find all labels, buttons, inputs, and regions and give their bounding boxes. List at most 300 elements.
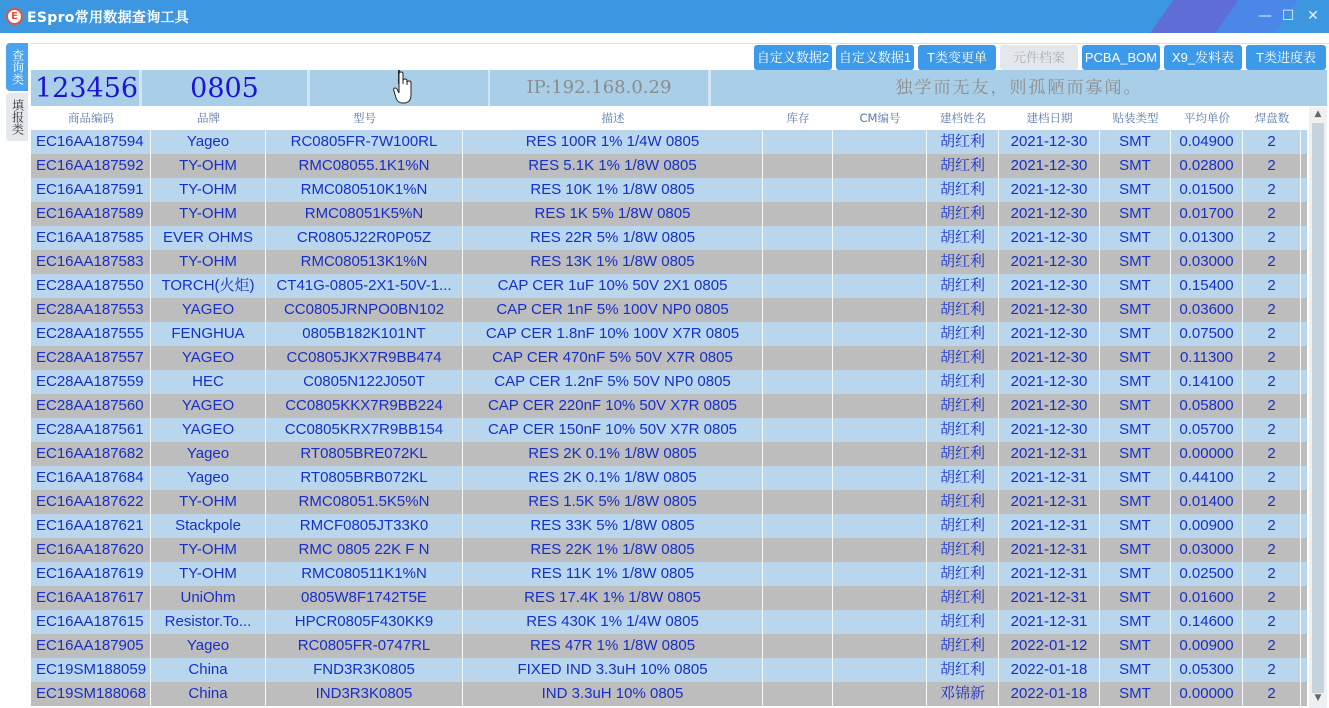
- scroll-up-icon[interactable]: ▲: [1314, 109, 1322, 119]
- cell-model[interactable]: RT0805BRE072KL: [266, 442, 463, 466]
- cell-create-date[interactable]: 2021-12-30: [999, 322, 1100, 346]
- cell-brand[interactable]: TY-OHM: [151, 538, 266, 562]
- cell-model[interactable]: RT0805BRB072KL: [266, 466, 463, 490]
- cell-cm-number[interactable]: [833, 658, 927, 682]
- cell-brand[interactable]: TORCH(火炬): [151, 274, 266, 298]
- cell-description[interactable]: RES 33K 5% 1/8W 0805: [463, 514, 763, 538]
- cell-pad-count[interactable]: 2: [1243, 538, 1301, 562]
- cell-stock[interactable]: [763, 274, 833, 298]
- cell-create-date[interactable]: 2021-12-31: [999, 490, 1100, 514]
- cell-avg-price[interactable]: 0.03600: [1171, 298, 1243, 322]
- cell-avg-price[interactable]: 0.05700: [1171, 418, 1243, 442]
- cell-model[interactable]: CC0805KRX7R9BB154: [266, 418, 463, 442]
- cell-mount-type[interactable]: SMT: [1100, 562, 1171, 586]
- cell-description[interactable]: CAP CER 1.8nF 10% 100V X7R 0805: [463, 322, 763, 346]
- cell-mount-type[interactable]: SMT: [1100, 250, 1171, 274]
- cell-creator[interactable]: 胡红利: [927, 130, 999, 154]
- cell-model[interactable]: CT41G-0805-2X1-50V-1...: [266, 274, 463, 298]
- column-header-model[interactable]: 型号: [353, 111, 376, 125]
- cell-stock[interactable]: [763, 466, 833, 490]
- cell-pad-count[interactable]: 2: [1243, 154, 1301, 178]
- cell-create-date[interactable]: 2022-01-18: [999, 682, 1100, 706]
- cell-stock[interactable]: [763, 298, 833, 322]
- cell-mount-type[interactable]: SMT: [1100, 322, 1171, 346]
- cell-mount-type[interactable]: SMT: [1100, 178, 1171, 202]
- cell-stock[interactable]: [763, 154, 833, 178]
- column-header-product-code[interactable]: 商品编码: [68, 111, 114, 125]
- cell-mount-type[interactable]: SMT: [1100, 634, 1171, 658]
- column-header-avg-price[interactable]: 平均单价: [1184, 111, 1230, 125]
- cell-pad-count[interactable]: 2: [1243, 178, 1301, 202]
- cell-cm-number[interactable]: [833, 490, 927, 514]
- cell-cm-number[interactable]: [833, 370, 927, 394]
- cell-product-code[interactable]: EC16AA187594: [31, 130, 151, 154]
- cell-product-code[interactable]: EC28AA187560: [31, 394, 151, 418]
- cell-stock[interactable]: [763, 370, 833, 394]
- tab-query[interactable]: [6, 43, 28, 91]
- cell-model[interactable]: 0805B182K101NT: [266, 322, 463, 346]
- cell-creator[interactable]: 胡红利: [927, 610, 999, 634]
- cell-cm-number[interactable]: [833, 154, 927, 178]
- cell-product-code[interactable]: EC19SM188059: [31, 658, 151, 682]
- cell-product-code[interactable]: EC16AA187621: [31, 514, 151, 538]
- cell-brand[interactable]: FENGHUA: [151, 322, 266, 346]
- table-row[interactable]: [31, 346, 1307, 370]
- column-header-description[interactable]: 描述: [601, 111, 625, 125]
- cell-cm-number[interactable]: [833, 610, 927, 634]
- cell-cm-number[interactable]: [833, 466, 927, 490]
- pcba-bom-button[interactable]: PCBA_BOM: [1082, 45, 1160, 70]
- cell-pad-count[interactable]: 2: [1243, 682, 1301, 706]
- scrollbar-thumb[interactable]: [1312, 123, 1324, 693]
- cell-product-code[interactable]: EC19SM188068: [31, 682, 151, 706]
- cell-create-date[interactable]: 2022-01-18: [999, 658, 1100, 682]
- cell-create-date[interactable]: 2021-12-30: [999, 250, 1100, 274]
- cell-product-code[interactable]: EC16AA187592: [31, 154, 151, 178]
- cell-description[interactable]: RES 22R 5% 1/8W 0805: [463, 226, 763, 250]
- cell-cm-number[interactable]: [833, 322, 927, 346]
- cell-creator[interactable]: 胡红利: [927, 298, 999, 322]
- cell-stock[interactable]: [763, 442, 833, 466]
- cell-avg-price[interactable]: 0.01500: [1171, 178, 1243, 202]
- cell-product-code[interactable]: EC16AA187684: [31, 466, 151, 490]
- cell-avg-price[interactable]: 0.00900: [1171, 514, 1243, 538]
- table-row[interactable]: [31, 250, 1307, 274]
- column-header-pad-count[interactable]: 焊盘数: [1254, 111, 1290, 125]
- cell-create-date[interactable]: 2021-12-30: [999, 178, 1100, 202]
- cell-cm-number[interactable]: [833, 538, 927, 562]
- cell-brand[interactable]: Yageo: [151, 634, 266, 658]
- cell-mount-type[interactable]: SMT: [1100, 682, 1171, 706]
- cell-description[interactable]: CAP CER 150nF 10% 50V X7R 0805: [463, 418, 763, 442]
- x9-issue-sheet-button[interactable]: X9_发料表: [1164, 45, 1242, 70]
- cell-avg-price[interactable]: 0.00000: [1171, 442, 1243, 466]
- cell-model[interactable]: RMC080513K1%N: [266, 250, 463, 274]
- cell-create-date[interactable]: 2021-12-31: [999, 610, 1100, 634]
- cell-brand[interactable]: Yageo: [151, 466, 266, 490]
- cell-brand[interactable]: YAGEO: [151, 298, 266, 322]
- table-row[interactable]: [31, 490, 1307, 514]
- cell-creator[interactable]: 胡红利: [927, 154, 999, 178]
- cell-cm-number[interactable]: [833, 130, 927, 154]
- table-row[interactable]: [31, 610, 1307, 634]
- table-row[interactable]: [31, 154, 1307, 178]
- cell-model[interactable]: RMC080511K1%N: [266, 562, 463, 586]
- cell-create-date[interactable]: 2021-12-30: [999, 202, 1100, 226]
- table-row[interactable]: [31, 466, 1307, 490]
- t-progress-button[interactable]: T类进度表: [1246, 45, 1326, 70]
- cell-description[interactable]: RES 13K 1% 1/8W 0805: [463, 250, 763, 274]
- cell-description[interactable]: IND 3.3uH 10% 0805: [463, 682, 763, 706]
- cell-creator[interactable]: 胡红利: [927, 538, 999, 562]
- cell-description[interactable]: RES 47R 1% 1/8W 0805: [463, 634, 763, 658]
- cell-mount-type[interactable]: SMT: [1100, 202, 1171, 226]
- cell-description[interactable]: RES 100R 1% 1/4W 0805: [463, 130, 763, 154]
- cell-avg-price[interactable]: 0.00000: [1171, 682, 1243, 706]
- t-change-order-button[interactable]: T类变更单: [918, 45, 996, 70]
- cell-model[interactable]: IND3R3K0805: [266, 682, 463, 706]
- cell-description[interactable]: CAP CER 220nF 10% 50V X7R 0805: [463, 394, 763, 418]
- cell-brand[interactable]: HEC: [151, 370, 266, 394]
- table-row[interactable]: [31, 298, 1307, 322]
- vertical-scrollbar[interactable]: [1309, 107, 1327, 708]
- cell-mount-type[interactable]: SMT: [1100, 274, 1171, 298]
- cell-pad-count[interactable]: 2: [1243, 370, 1301, 394]
- cell-model[interactable]: 0805W8F1742T5E: [266, 586, 463, 610]
- cell-creator[interactable]: 胡红利: [927, 226, 999, 250]
- table-row[interactable]: [31, 538, 1307, 562]
- cell-mount-type[interactable]: SMT: [1100, 418, 1171, 442]
- cell-description[interactable]: RES 22K 1% 1/8W 0805: [463, 538, 763, 562]
- cell-model[interactable]: RMC08051.5K5%N: [266, 490, 463, 514]
- cell-create-date[interactable]: 2021-12-30: [999, 346, 1100, 370]
- close-button[interactable]: ✕: [1307, 8, 1319, 24]
- cell-model[interactable]: RC0805FR-7W100RL: [266, 130, 463, 154]
- cell-avg-price[interactable]: 0.03000: [1171, 538, 1243, 562]
- cell-create-date[interactable]: 2021-12-30: [999, 298, 1100, 322]
- cell-creator[interactable]: 胡红利: [927, 562, 999, 586]
- cell-creator[interactable]: 胡红利: [927, 442, 999, 466]
- cell-pad-count[interactable]: 2: [1243, 202, 1301, 226]
- cell-create-date[interactable]: 2021-12-30: [999, 130, 1100, 154]
- cell-stock[interactable]: [763, 418, 833, 442]
- cell-creator[interactable]: 胡红利: [927, 490, 999, 514]
- table-row[interactable]: [31, 394, 1307, 418]
- minimize-button[interactable]: —: [1258, 8, 1272, 24]
- table-row[interactable]: [31, 442, 1307, 466]
- cell-stock[interactable]: [763, 130, 833, 154]
- cell-description[interactable]: CAP CER 1nF 5% 100V NP0 0805: [463, 298, 763, 322]
- cell-product-code[interactable]: EC16AA187620: [31, 538, 151, 562]
- cell-product-code[interactable]: EC28AA187559: [31, 370, 151, 394]
- cell-create-date[interactable]: 2021-12-30: [999, 418, 1100, 442]
- cell-mount-type[interactable]: SMT: [1100, 226, 1171, 250]
- cell-product-code[interactable]: EC16AA187905: [31, 634, 151, 658]
- cell-create-date[interactable]: 2021-12-31: [999, 466, 1100, 490]
- table-row[interactable]: [31, 322, 1307, 346]
- cell-pad-count[interactable]: 2: [1243, 226, 1301, 250]
- cell-brand[interactable]: China: [151, 658, 266, 682]
- cell-cm-number[interactable]: [833, 442, 927, 466]
- cell-product-code[interactable]: EC16AA187682: [31, 442, 151, 466]
- cell-create-date[interactable]: 2022-01-12: [999, 634, 1100, 658]
- column-header-stock[interactable]: 库存: [786, 111, 810, 125]
- cell-product-code[interactable]: EC16AA187622: [31, 490, 151, 514]
- cell-model[interactable]: RC0805FR-0747RL: [266, 634, 463, 658]
- cell-cm-number[interactable]: [833, 514, 927, 538]
- cell-brand[interactable]: Yageo: [151, 130, 266, 154]
- cell-product-code[interactable]: EC16AA187619: [31, 562, 151, 586]
- cell-mount-type[interactable]: SMT: [1100, 442, 1171, 466]
- cell-pad-count[interactable]: 2: [1243, 346, 1301, 370]
- cell-stock[interactable]: [763, 658, 833, 682]
- cell-brand[interactable]: YAGEO: [151, 394, 266, 418]
- cell-stock[interactable]: [763, 226, 833, 250]
- code-input-b[interactable]: 0805: [142, 70, 307, 106]
- cell-creator[interactable]: 胡红利: [927, 322, 999, 346]
- cell-cm-number[interactable]: [833, 562, 927, 586]
- cell-description[interactable]: RES 17.4K 1% 1/8W 0805: [463, 586, 763, 610]
- cell-avg-price[interactable]: 0.14100: [1171, 370, 1243, 394]
- column-header-creator[interactable]: 建档姓名: [940, 111, 986, 125]
- cell-cm-number[interactable]: [833, 226, 927, 250]
- cell-mount-type[interactable]: SMT: [1100, 346, 1171, 370]
- cell-avg-price[interactable]: 0.05300: [1171, 658, 1243, 682]
- cell-model[interactable]: RMC 0805 22K F N: [266, 538, 463, 562]
- cell-model[interactable]: C0805N122J050T: [266, 370, 463, 394]
- cell-mount-type[interactable]: SMT: [1100, 658, 1171, 682]
- cell-avg-price[interactable]: 0.44100: [1171, 466, 1243, 490]
- cell-stock[interactable]: [763, 490, 833, 514]
- cell-create-date[interactable]: 2021-12-30: [999, 274, 1100, 298]
- cell-cm-number[interactable]: [833, 394, 927, 418]
- table-row[interactable]: [31, 658, 1307, 682]
- maximize-button[interactable]: ☐: [1281, 8, 1295, 24]
- cell-description[interactable]: RES 5.1K 1% 1/8W 0805: [463, 154, 763, 178]
- table-row[interactable]: [31, 586, 1307, 610]
- cell-model[interactable]: CC0805JRNPO0BN102: [266, 298, 463, 322]
- custom-data-1-button[interactable]: 自定义数据1: [836, 45, 914, 70]
- cell-avg-price[interactable]: 0.15400: [1171, 274, 1243, 298]
- cell-stock[interactable]: [763, 610, 833, 634]
- cell-create-date[interactable]: 2021-12-30: [999, 226, 1100, 250]
- table-row[interactable]: [31, 178, 1307, 202]
- cell-brand[interactable]: Yageo: [151, 442, 266, 466]
- column-header-brand[interactable]: 品牌: [197, 111, 220, 125]
- cell-cm-number[interactable]: [833, 274, 927, 298]
- cell-pad-count[interactable]: 2: [1243, 586, 1301, 610]
- cell-model[interactable]: RMCF0805JT33K0: [266, 514, 463, 538]
- cell-stock[interactable]: [763, 634, 833, 658]
- cell-creator[interactable]: 邓锦新: [927, 682, 999, 706]
- cell-product-code[interactable]: EC16AA187583: [31, 250, 151, 274]
- cell-product-code[interactable]: EC16AA187591: [31, 178, 151, 202]
- cell-brand[interactable]: TY-OHM: [151, 154, 266, 178]
- cell-mount-type[interactable]: SMT: [1100, 154, 1171, 178]
- cell-brand[interactable]: YAGEO: [151, 418, 266, 442]
- column-header-cm-number[interactable]: CM编号: [859, 111, 901, 125]
- cell-model[interactable]: CC0805JKX7R9BB474: [266, 346, 463, 370]
- cell-creator[interactable]: 胡红利: [927, 274, 999, 298]
- cell-mount-type[interactable]: SMT: [1100, 298, 1171, 322]
- cell-product-code[interactable]: EC28AA187555: [31, 322, 151, 346]
- table-row[interactable]: [31, 514, 1307, 538]
- cell-cm-number[interactable]: [833, 418, 927, 442]
- cell-avg-price[interactable]: 0.03000: [1171, 250, 1243, 274]
- cell-brand[interactable]: TY-OHM: [151, 490, 266, 514]
- cell-mount-type[interactable]: SMT: [1100, 538, 1171, 562]
- cell-description[interactable]: RES 430K 1% 1/4W 0805: [463, 610, 763, 634]
- cell-avg-price[interactable]: 0.01400: [1171, 490, 1243, 514]
- cell-avg-price[interactable]: 0.04900: [1171, 130, 1243, 154]
- cell-avg-price[interactable]: 0.01600: [1171, 586, 1243, 610]
- cell-pad-count[interactable]: 2: [1243, 130, 1301, 154]
- cell-creator[interactable]: 胡红利: [927, 418, 999, 442]
- cell-cm-number[interactable]: [833, 250, 927, 274]
- cell-avg-price[interactable]: 0.11300: [1171, 346, 1243, 370]
- cell-description[interactable]: RES 10K 1% 1/8W 0805: [463, 178, 763, 202]
- cell-model[interactable]: RMC080510K1%N: [266, 178, 463, 202]
- cell-mount-type[interactable]: SMT: [1100, 394, 1171, 418]
- cell-create-date[interactable]: 2021-12-31: [999, 442, 1100, 466]
- cell-avg-price[interactable]: 0.14600: [1171, 610, 1243, 634]
- cell-brand[interactable]: TY-OHM: [151, 178, 266, 202]
- cell-brand[interactable]: TY-OHM: [151, 202, 266, 226]
- cell-mount-type[interactable]: SMT: [1100, 466, 1171, 490]
- cell-mount-type[interactable]: SMT: [1100, 514, 1171, 538]
- cell-product-code[interactable]: EC28AA187561: [31, 418, 151, 442]
- cell-brand[interactable]: TY-OHM: [151, 250, 266, 274]
- cell-pad-count[interactable]: 2: [1243, 418, 1301, 442]
- scroll-down-icon[interactable]: ▼: [1314, 693, 1322, 703]
- cell-pad-count[interactable]: 2: [1243, 442, 1301, 466]
- cell-cm-number[interactable]: [833, 682, 927, 706]
- table-row[interactable]: [31, 370, 1307, 394]
- cell-pad-count[interactable]: 2: [1243, 250, 1301, 274]
- cell-pad-count[interactable]: 2: [1243, 322, 1301, 346]
- table-row[interactable]: [31, 226, 1307, 250]
- cell-cm-number[interactable]: [833, 346, 927, 370]
- component-archive-button[interactable]: 元件档案: [1000, 45, 1078, 70]
- cell-creator[interactable]: 胡红利: [927, 178, 999, 202]
- cell-description[interactable]: RES 1K 5% 1/8W 0805: [463, 202, 763, 226]
- cell-brand[interactable]: TY-OHM: [151, 562, 266, 586]
- cell-create-date[interactable]: 2021-12-30: [999, 394, 1100, 418]
- cell-create-date[interactable]: 2021-12-31: [999, 586, 1100, 610]
- cell-create-date[interactable]: 2021-12-31: [999, 562, 1100, 586]
- cell-product-code[interactable]: EC16AA187617: [31, 586, 151, 610]
- cell-description[interactable]: RES 2K 0.1% 1/8W 0805: [463, 442, 763, 466]
- cell-creator[interactable]: 胡红利: [927, 514, 999, 538]
- cell-pad-count[interactable]: 2: [1243, 514, 1301, 538]
- cell-pad-count[interactable]: 2: [1243, 466, 1301, 490]
- table-row[interactable]: [31, 562, 1307, 586]
- table-row[interactable]: [31, 130, 1307, 154]
- cell-create-date[interactable]: 2021-12-30: [999, 154, 1100, 178]
- cell-product-code[interactable]: EC16AA187615: [31, 610, 151, 634]
- cell-product-code[interactable]: EC16AA187585: [31, 226, 151, 250]
- cell-creator[interactable]: 胡红利: [927, 370, 999, 394]
- cell-model[interactable]: FND3R3K0805: [266, 658, 463, 682]
- cell-model[interactable]: CC0805KKX7R9BB224: [266, 394, 463, 418]
- cell-pad-count[interactable]: 2: [1243, 610, 1301, 634]
- cell-stock[interactable]: [763, 322, 833, 346]
- cell-create-date[interactable]: 2021-12-31: [999, 514, 1100, 538]
- cell-pad-count[interactable]: 2: [1243, 490, 1301, 514]
- cell-avg-price[interactable]: 0.01700: [1171, 202, 1243, 226]
- cell-description[interactable]: CAP CER 470nF 5% 50V X7R 0805: [463, 346, 763, 370]
- code-input-a[interactable]: 123456: [31, 70, 139, 106]
- cell-description[interactable]: RES 2K 0.1% 1/8W 0805: [463, 466, 763, 490]
- cell-mount-type[interactable]: SMT: [1100, 490, 1171, 514]
- cell-stock[interactable]: [763, 682, 833, 706]
- cell-model[interactable]: HPCR0805F430KK9: [266, 610, 463, 634]
- cell-avg-price[interactable]: 0.01300: [1171, 226, 1243, 250]
- cell-pad-count[interactable]: 2: [1243, 562, 1301, 586]
- cell-brand[interactable]: UniOhm: [151, 586, 266, 610]
- cell-stock[interactable]: [763, 394, 833, 418]
- cell-stock[interactable]: [763, 250, 833, 274]
- cell-pad-count[interactable]: 2: [1243, 274, 1301, 298]
- cell-product-code[interactable]: EC16AA187589: [31, 202, 151, 226]
- cell-product-code[interactable]: EC28AA187550: [31, 274, 151, 298]
- cell-stock[interactable]: [763, 562, 833, 586]
- cell-avg-price[interactable]: 0.00900: [1171, 634, 1243, 658]
- cell-avg-price[interactable]: 0.07500: [1171, 322, 1243, 346]
- cell-cm-number[interactable]: [833, 634, 927, 658]
- cell-stock[interactable]: [763, 586, 833, 610]
- cell-creator[interactable]: 胡红利: [927, 466, 999, 490]
- cell-product-code[interactable]: EC28AA187557: [31, 346, 151, 370]
- cell-stock[interactable]: [763, 514, 833, 538]
- cell-cm-number[interactable]: [833, 178, 927, 202]
- cell-mount-type[interactable]: SMT: [1100, 370, 1171, 394]
- table-row[interactable]: [31, 418, 1307, 442]
- cell-creator[interactable]: 胡红利: [927, 202, 999, 226]
- cell-stock[interactable]: [763, 538, 833, 562]
- cell-brand[interactable]: YAGEO: [151, 346, 266, 370]
- table-row[interactable]: [31, 202, 1307, 226]
- cell-avg-price[interactable]: 0.02800: [1171, 154, 1243, 178]
- cell-stock[interactable]: [763, 178, 833, 202]
- cell-pad-count[interactable]: 2: [1243, 658, 1301, 682]
- cell-cm-number[interactable]: [833, 298, 927, 322]
- custom-data-2-button[interactable]: 自定义数据2: [754, 45, 832, 70]
- cell-brand[interactable]: China: [151, 682, 266, 706]
- cell-product-code[interactable]: EC28AA187553: [31, 298, 151, 322]
- cell-creator[interactable]: 胡红利: [927, 658, 999, 682]
- cell-brand[interactable]: EVER OHMS: [151, 226, 266, 250]
- cell-creator[interactable]: 胡红利: [927, 586, 999, 610]
- cell-avg-price[interactable]: 0.05800: [1171, 394, 1243, 418]
- cell-mount-type[interactable]: SMT: [1100, 610, 1171, 634]
- cell-creator[interactable]: 胡红利: [927, 346, 999, 370]
- cell-pad-count[interactable]: 2: [1243, 394, 1301, 418]
- cell-description[interactable]: RES 1.5K 5% 1/8W 0805: [463, 490, 763, 514]
- table-row[interactable]: [31, 682, 1307, 706]
- table-row[interactable]: [31, 274, 1307, 298]
- cell-description[interactable]: CAP CER 1uF 10% 50V 2X1 0805: [463, 274, 763, 298]
- cell-mount-type[interactable]: SMT: [1100, 586, 1171, 610]
- column-header-mount-type[interactable]: 贴装类型: [1112, 111, 1159, 125]
- cell-brand[interactable]: Stackpole: [151, 514, 266, 538]
- cell-creator[interactable]: 胡红利: [927, 394, 999, 418]
- cell-pad-count[interactable]: 2: [1243, 634, 1301, 658]
- cell-stock[interactable]: [763, 346, 833, 370]
- cell-creator[interactable]: 胡红利: [927, 250, 999, 274]
- cell-description[interactable]: RES 11K 1% 1/8W 0805: [463, 562, 763, 586]
- cell-model[interactable]: RMC08051K5%N: [266, 202, 463, 226]
